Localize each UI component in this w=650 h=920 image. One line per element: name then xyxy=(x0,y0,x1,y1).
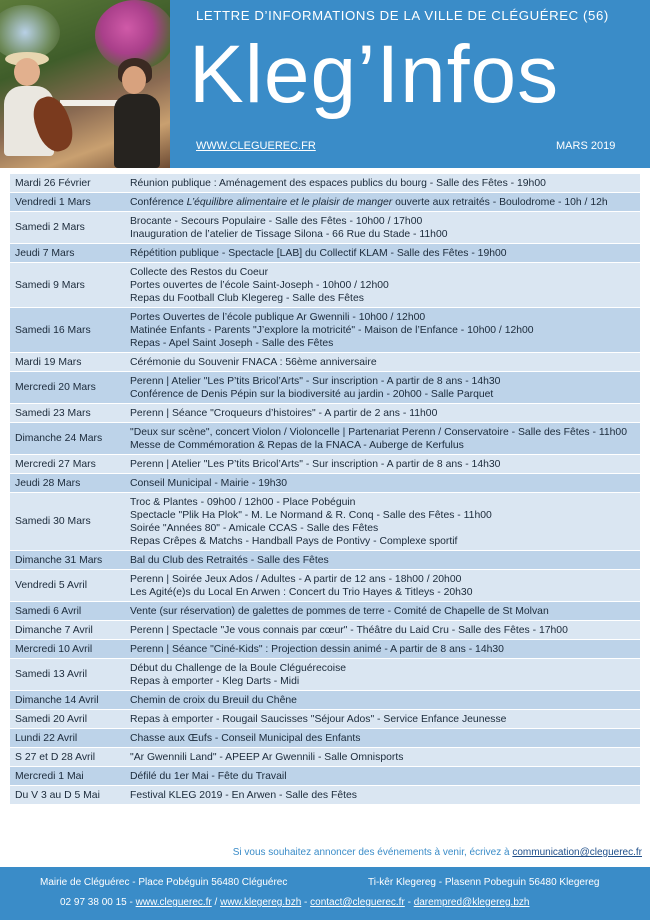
event-list xyxy=(128,423,640,454)
agenda-row xyxy=(10,455,640,474)
footer xyxy=(0,867,650,920)
agenda-row xyxy=(10,353,640,372)
agenda-row xyxy=(10,729,640,748)
event-item: Repas à emporter - Kleg Darts - Midi xyxy=(130,676,300,687)
event-list xyxy=(128,404,640,422)
event-item: Conseil Municipal - Mairie - 19h30 xyxy=(130,478,288,489)
event-item: Cérémonie du Souvenir FNACA : 56ème anniversaire xyxy=(130,357,377,368)
event-list xyxy=(128,621,640,639)
event-list xyxy=(128,691,640,709)
event-list xyxy=(128,640,640,658)
agenda-row xyxy=(10,659,640,691)
event-date: Samedi 16 Mars xyxy=(15,324,91,336)
event-item: Messe de Commémoration & Repas de la FNACA - Auberge de Kerfulus xyxy=(130,440,464,451)
event-item: Portes Ouvertes de l’école publique Ar Gwennili - 10h00 / 12h00 xyxy=(130,312,426,323)
agenda-row xyxy=(10,174,640,193)
event-list xyxy=(128,493,640,550)
agenda-row xyxy=(10,493,640,551)
agenda-row xyxy=(10,423,640,455)
event-item: Conférence de Denis Pépin sur la biodiversité au jardin - 20h00 - Salle Parquet xyxy=(130,389,494,400)
event-date: Samedi 23 Mars xyxy=(15,407,91,419)
agenda-row xyxy=(10,372,640,404)
address-french: Mairie de Cléguérec - Place Pobéguin 56480 Cléguérec xyxy=(40,877,288,888)
notice-email-link[interactable]: communication@cleguerec.fr xyxy=(512,847,642,858)
site-link-klegereg[interactable]: www.klegereg.bzh xyxy=(220,897,302,908)
photo-musician-head xyxy=(14,58,40,86)
event-item: Bal du Club des Retraités - Salle des Fêtes xyxy=(130,555,329,566)
event-list xyxy=(128,193,640,211)
agenda-row xyxy=(10,748,640,767)
issue-date: MARS 2019 xyxy=(556,140,616,152)
agenda-row xyxy=(10,551,640,570)
event-list xyxy=(128,174,640,192)
event-date: Samedi 13 Avril xyxy=(15,669,88,680)
event-item: Collecte des Restos du Coeur xyxy=(130,267,269,278)
contact-line: 02 97 38 00 15 - www.cleguerec.fr / www.klegereg.bzh - contact@cleguerec.fr - darempred@klegereg.bzh xyxy=(60,897,530,908)
event-item: Chasse aux Œufs - Conseil Municipal des Enfants xyxy=(130,733,361,744)
agenda-row xyxy=(10,244,640,263)
agenda-row xyxy=(10,710,640,729)
event-list xyxy=(128,570,640,601)
agenda-row xyxy=(10,691,640,710)
event-list xyxy=(128,659,640,690)
event-date: Dimanche 14 Avril xyxy=(15,694,99,706)
masthead xyxy=(0,0,650,168)
event-list xyxy=(128,551,640,569)
event-date: Mardi 26 Février xyxy=(15,177,91,189)
event-list xyxy=(128,244,640,262)
event-date: Jeudi 28 Mars xyxy=(15,477,81,489)
event-list xyxy=(128,602,640,620)
newsletter-title: Kleg’Infos xyxy=(189,29,560,120)
event-item: Répétition publique - Spectacle [LAB] du Collectif KLAM - Salle des Fêtes - 19h00 xyxy=(130,248,507,259)
agenda-row xyxy=(10,786,640,805)
event-list xyxy=(128,474,640,492)
event-item: Repas Crêpes & Matchs - Handball Pays de Pontivy - Complexe sportif xyxy=(130,536,458,547)
event-item: Perenn | Spectacle "Je vous connais par cœur" - Théâtre du Laid Cru - Salle des Fêtes - 17h00 xyxy=(130,625,568,636)
event-list xyxy=(128,308,640,352)
event-list xyxy=(128,786,640,804)
event-date: Dimanche 31 Mars xyxy=(15,554,103,566)
event-list xyxy=(128,710,640,728)
agenda-row xyxy=(10,767,640,786)
event-item: Perenn | Atelier "Les P’tits Bricol’Arts" - Sur inscription - A partir de 8 ans - 14h30 xyxy=(130,376,501,387)
agenda-row xyxy=(10,640,640,659)
event-item: Soirée "Années 80" - Amicale CCAS - Salle des Fêtes xyxy=(130,523,379,534)
email-link-darempred[interactable]: darempred@klegereg.bzh xyxy=(413,897,530,908)
event-item: Réunion publique : Aménagement des espaces publics du bourg - Salle des Fêtes - 19h00 xyxy=(130,178,546,189)
event-item: Spectacle "Plik Ha Plok" - M. Le Normand & R. Conq - Salle des Fêtes - 11h00 xyxy=(130,510,492,521)
agenda-row xyxy=(10,570,640,602)
event-date: Vendredi 5 Avril xyxy=(15,580,88,591)
event-item: Conférence L’équilibre alimentaire et le plaisir de manger ouverte aux retraités - Boulodrome - 10h / 12h xyxy=(130,197,608,208)
event-list xyxy=(128,212,640,243)
event-item: Brocante - Secours Populaire - Salle des Fêtes - 10h00 / 17h00 xyxy=(130,216,423,227)
event-date: Samedi 20 Avril xyxy=(15,713,88,725)
event-item: Perenn | Séance "Ciné-Kids" : Projection dessin animé - A partir de 8 ans - 14h30 xyxy=(130,644,504,655)
event-item: Les Agité(e)s du Local En Arwen : Concert du Trio Hayes & Titleys - 20h30 xyxy=(130,587,473,598)
event-date: Du V 3 au D 5 Mai xyxy=(15,789,100,801)
event-item: Troc & Plantes - 09h00 / 12h00 - Place Pobéguin xyxy=(130,497,356,508)
event-item: Début du Challenge de la Boule Cléguérecoise xyxy=(130,663,347,674)
event-item: Perenn | Soirée Jeux Ados / Adultes - A partir de 12 ans - 18h00 / 20h00 xyxy=(130,574,462,585)
event-date: Dimanche 7 Avril xyxy=(15,624,93,636)
event-item: Vente (sur réservation) de galettes de pommes de terre - Comité de Chapelle de St Molvan xyxy=(130,606,549,617)
agenda-row xyxy=(10,602,640,621)
event-item: Repas du Football Club Klegereg - Salle des Fêtes xyxy=(130,293,364,304)
event-item: Repas à emporter - Rougail Saucisses "Séjour Ados" - Service Enfance Jeunesse xyxy=(130,714,507,725)
event-list xyxy=(128,353,640,371)
announcement-notice xyxy=(0,847,642,858)
event-item: Inauguration de l’atelier de Tissage Silona - 66 Rue du Stade - 11h00 xyxy=(130,229,448,240)
event-date: Dimanche 24 Mars xyxy=(15,433,103,444)
event-list xyxy=(128,748,640,766)
event-date: Samedi 2 Mars xyxy=(15,222,85,233)
event-date: Samedi 9 Mars xyxy=(15,279,85,291)
event-date: Vendredi 1 Mars xyxy=(15,196,91,208)
event-date: Samedi 30 Mars xyxy=(15,516,91,527)
newsletter-subtitle: LETTRE D’INFORMATIONS DE LA VILLE DE CLÉGUÉREC (56) xyxy=(196,8,609,23)
event-date: S 27 et D 28 Avril xyxy=(15,751,96,763)
events-agenda xyxy=(10,174,640,805)
event-date: Mercredi 27 Mars xyxy=(15,458,96,470)
agenda-row xyxy=(10,621,640,640)
event-date: Mardi 19 Mars xyxy=(15,356,82,368)
phone-number: 02 97 38 00 15 xyxy=(60,897,127,908)
event-list xyxy=(128,767,640,785)
address-breton: Ti-kêr Klegereg - Plasenn Pobeguin 56480 Klegereg xyxy=(368,877,600,888)
site-link-cleguerec[interactable]: www.cleguerec.fr xyxy=(135,897,212,908)
agenda-row xyxy=(10,212,640,244)
event-item: "Ar Gwennili Land" - APEEP Ar Gwennili - Salle Omnisports xyxy=(130,752,404,763)
event-list xyxy=(128,455,640,473)
website-link[interactable]: WWW.CLEGUEREC.FR xyxy=(196,140,316,152)
event-item: Défilé du 1er Mai - Fête du Travail xyxy=(130,771,287,782)
event-item: Repas - Apel Saint Joseph - Salle des Fêtes xyxy=(130,338,334,349)
event-date: Jeudi 7 Mars xyxy=(15,247,75,259)
event-item: Portes ouvertes de l’école Saint-Joseph - 10h00 / 12h00 xyxy=(130,280,389,291)
photo-singer-head xyxy=(122,66,146,94)
notice-text: Si vous souhaitez annoncer des événements à venir, écrivez à xyxy=(232,847,510,858)
event-list xyxy=(128,263,640,307)
event-item: Perenn | Atelier "Les P’tits Bricol’Arts" - Sur inscription - A partir de 8 ans - 14h30 xyxy=(130,459,501,470)
event-list xyxy=(128,729,640,747)
agenda-row xyxy=(10,404,640,423)
event-date: Mercredi 1 Mai xyxy=(15,770,84,782)
agenda-row xyxy=(10,308,640,353)
event-date: Mercredi 10 Avril xyxy=(15,643,93,655)
event-list xyxy=(128,372,640,403)
masthead-photo xyxy=(0,0,170,168)
photo-singer-body xyxy=(114,94,160,168)
event-date: Samedi 6 Avril xyxy=(15,605,82,617)
event-item: Matinée Enfants - Parents "J’explore la motricité" - Maison de l’Enfance - 10h00 / 12h00 xyxy=(130,325,534,336)
event-item: "Deux sur scène", concert Violon / Violoncelle | Partenariat Perenn / Conservatoire - Salle des Fêtes - 11h00 xyxy=(130,427,627,438)
photo-bench xyxy=(60,100,120,106)
agenda-row xyxy=(10,193,640,212)
email-link-contact[interactable]: contact@cleguerec.fr xyxy=(310,897,405,908)
event-date: Mercredi 20 Mars xyxy=(15,382,96,393)
agenda-row xyxy=(10,474,640,493)
event-item: Perenn | Séance "Croqueurs d’histoires" - A partir de 2 ans - 11h00 xyxy=(130,408,438,419)
agenda-row xyxy=(10,263,640,308)
event-date: Lundi 22 Avril xyxy=(15,732,78,744)
event-item: Chemin de croix du Breuil du Chêne xyxy=(130,695,297,706)
event-item: Festival KLEG 2019 - En Arwen - Salle des Fêtes xyxy=(130,790,357,801)
